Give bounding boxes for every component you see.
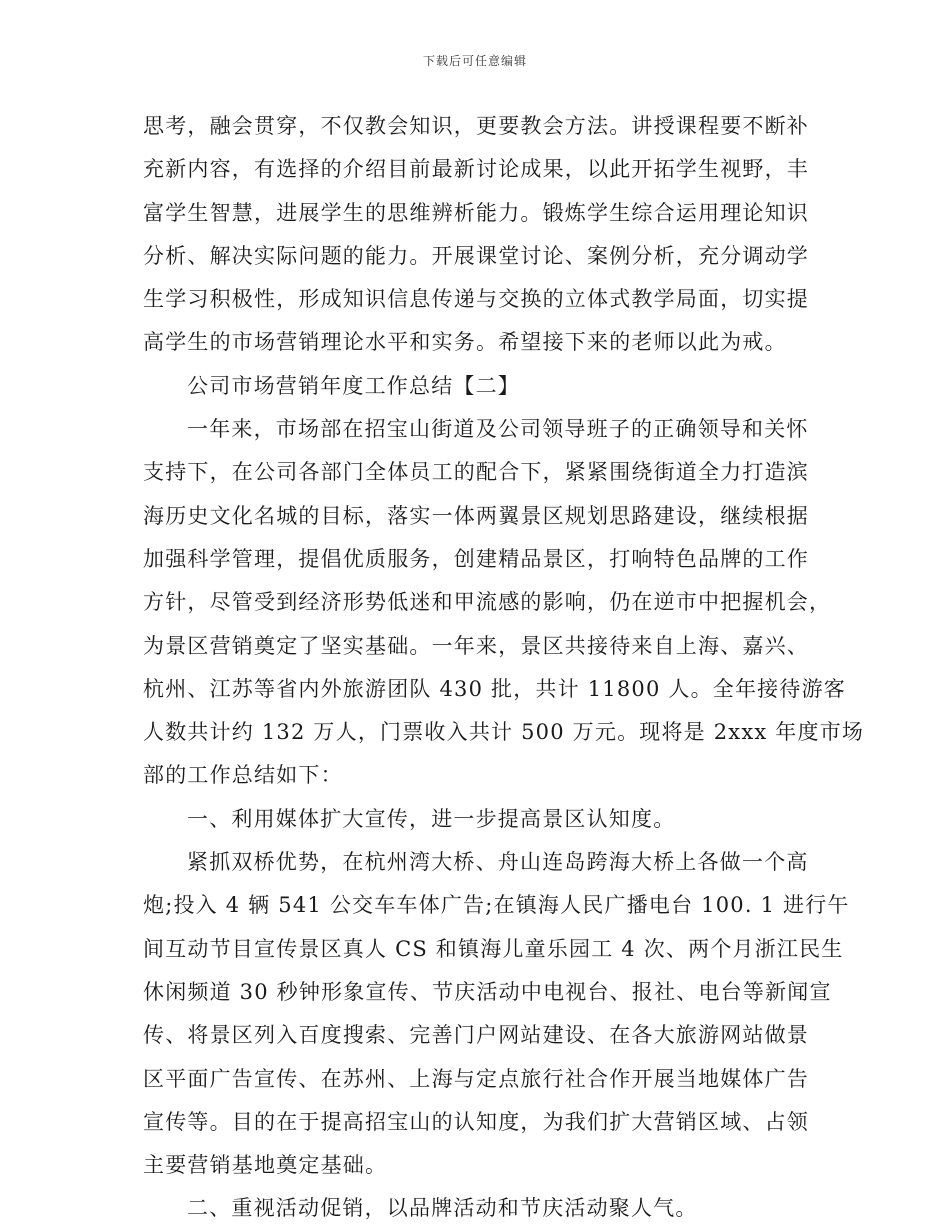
text-line: 炮;投入 4 辆 541 公交车车体广告;在镇海人民广播电台 100. 1 进行午 bbox=[143, 893, 850, 918]
text-line: 富学生智慧，进展学生的思维辨析能力。锻炼学生综合运用理论知识 bbox=[143, 200, 809, 225]
text-line: 支持下，在公司各部门全体员工的配合下，紧紧围绕街道全力打造滨 bbox=[143, 460, 809, 485]
text-line: 一年来，市场部在招宝山街道及公司领导班子的正确领导和关怀 bbox=[187, 417, 809, 442]
text-line: 人数共计约 132 万人，门票收入共计 500 万元。现将是 2xxx 年度市场 bbox=[143, 720, 865, 745]
text-line: 加强科学管理，提倡优质服务，创建精品景区，打响特色品牌的工作 bbox=[143, 546, 809, 571]
paragraph-1 bbox=[143, 105, 808, 365]
text-line: 宣传等。目的在于提高招宝山的认知度，为我们扩大营销区域、占领 bbox=[143, 1109, 809, 1134]
text-line: 休闲频道 30 秒钟形象宣传、节庆活动中电视台、报社、电台等新闻宣 bbox=[143, 979, 832, 1004]
text-line: 为景区营销奠定了坚实基础。一年来，景区共接待来自上海、嘉兴、 bbox=[143, 633, 809, 658]
text-line: 海历史文化名城的目标，落实一体两翼景区规划思路建设，继续根据 bbox=[143, 503, 809, 528]
document-body bbox=[143, 105, 865, 1231]
text-line: 传、将景区列入百度搜索、完善门户网站建设、在各大旅游网站做景 bbox=[143, 1023, 809, 1048]
text-line: 高学生的市场营销理论水平和实务。希望接下来的老师以此为戒。 bbox=[143, 330, 787, 355]
text-line: 分析、解决实际问题的能力。开展课堂讨论、案例分析，充分调动学 bbox=[143, 243, 809, 268]
text-line: 区平面广告宣传、在苏州、上海与定点旅行社合作开展当地媒体广告 bbox=[143, 1066, 809, 1091]
paragraph-2 bbox=[143, 408, 865, 798]
page-header-note: 下载后可任意编辑 bbox=[422, 54, 527, 68]
text-line: 思考，融会贯穿，不仅教会知识，更要教会方法。讲授课程要不断补 bbox=[143, 114, 809, 138]
text-line: 生学习积极性，形成知识信息传递与交换的立体式教学局面，切实提 bbox=[143, 287, 809, 312]
section-heading-2: 二、重视活动促销，以品牌活动和节庆活动聚人气。 bbox=[187, 1196, 698, 1221]
text-line: 杭州、江苏等省内外旅游团队 430 批，共计 11800 人。全年接待游客 bbox=[143, 676, 846, 701]
text-line: 间互动节目宣传景区真人 CS 和镇海儿童乐园工 4 次、两个月浙江民生 bbox=[143, 936, 844, 961]
section-title: 公司市场营销年度工作总结【二】 bbox=[187, 373, 520, 398]
text-line: 充新内容，有选择的介绍目前最新讨论成果，以此开拓学生视野，丰 bbox=[143, 157, 809, 182]
text-line: 紧抓双桥优势，在杭州湾大桥、舟山连岛跨海大桥上各做一个高 bbox=[187, 850, 809, 875]
section-heading-1: 一、利用媒体扩大宣传，进一步提高景区认知度。 bbox=[187, 806, 676, 831]
text-line: 主要营销基地奠定基础。 bbox=[143, 1153, 388, 1178]
text-line: 部的工作总结如下： bbox=[143, 763, 343, 788]
text-line: 方针，尽管受到经济形势低迷和甲流感的影响，仍在逆市中把握机会， bbox=[143, 590, 832, 615]
paragraph-3 bbox=[143, 841, 850, 1187]
